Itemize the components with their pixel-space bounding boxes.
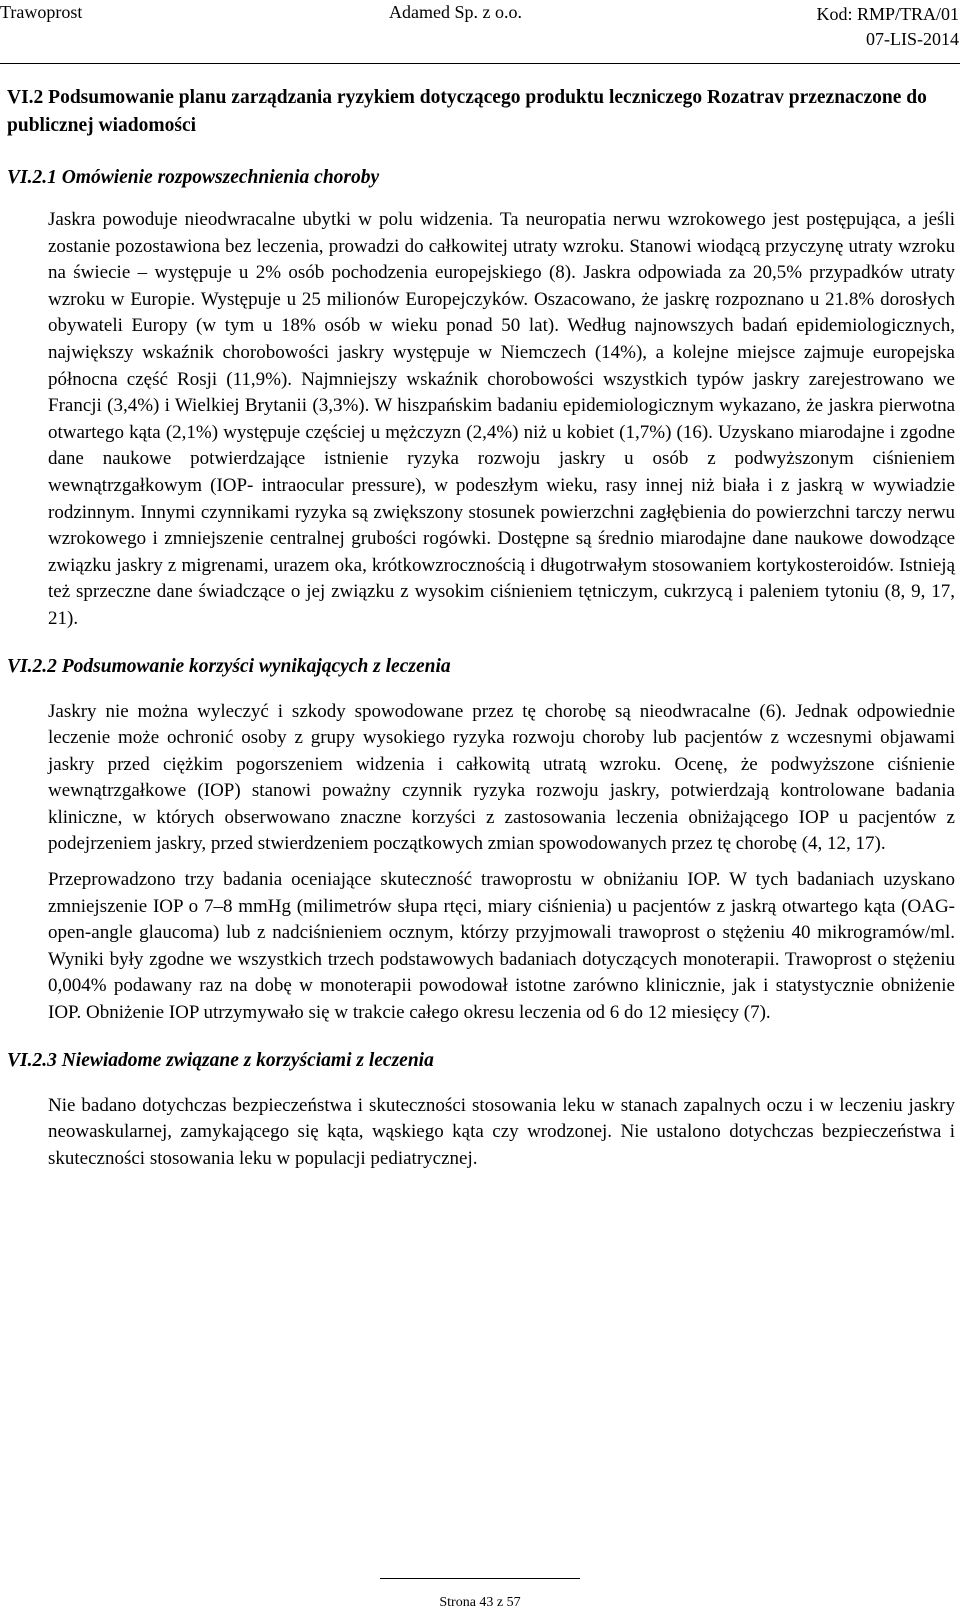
- subsection-heading-benefits: VI.2.2 Podsumowanie korzyści wynikających z leczenia: [7, 655, 451, 677]
- page-number: Strona 43 z 57: [439, 1595, 521, 1610]
- subsection-heading-disease: VI.2.1 Omówienie rozpowszechnienia choroby: [7, 167, 380, 188]
- paragraph-benefits-1: Jaskry nie można wyleczyć i szkody spowodowane przez tę chorobę są nieodwracalne (6). Jednak odpowiednie leczenie może ochronić osoby z grupy wysokiego ryzyka rozwoju choroby lub pacjentów z wczesnymi objawami jaskry przed ciężkim pogorszeniem widzenia i całkowitą utratą wzroku. Ocenę, że podwyższone ciśnienie wewnątrzgałkowe (IOP) stanowi poważny czynnik ryzyka rozwoju jaskry, potwierdzają kontrolowane badania kliniczne, w których obserwowano znaczne korzyści z zastosowania leczenia obniżającego IOP u pacjentów z podejrzeniem jaskry, przed stwierdzeniem początkowych zmian spowodowanych przez tę chorobę (4, 12, 17).: [48, 700, 955, 855]
- header-company: Adamed Sp. z o.o.: [389, 2, 522, 22]
- footer-divider: [380, 1578, 580, 1579]
- document-body: [7, 84, 955, 1172]
- header-product-name: Trawoprost: [0, 2, 83, 22]
- paragraph-disease-prevalence: Jaskra powoduje nieodwracalne ubytki w polu widzenia. Ta neuropatia nerwu wzrokowego jest postępująca, a jeśli zostanie pozostawiona bez leczenia, prowadzi do całkowitej utraty wzroku. Stanowi wiodącą przyczynę utraty wzroku na świecie – występuje u 2% osób pochodzenia europejskiego (8). Jaskra odpowiada za 20,5% przypadków utraty wzroku w Europie. Występuje u 25 milionów Europejczyków. Oszacowano, że jaskrę rozpoznano u 21.8% dorosłych obywateli Europy (w tym u 18% osób w wieku ponad 50 lat). Według najnowszych badań epidemiologicznych, największy wskaźnik chorobowości jaskry występuje w Niemczech (14%), a kolejne miejsce zajmuje europejska północna część Rosji (11,9%). Najmniejszy wskaźnik chorobowości wszystkich typów jaskry zarejestrowano we Francji (3,4%) i Wielkiej Brytanii (3,3%). W hiszpańskim badaniu epidemiologicznym wykazano, że jaskra pierwotna otwartego kąta (2,1%) występuje częściej u mężczyzn (2,4%) niż u kobiet (1,7%) (16). Uzyskano miarodajne i zgodne dane naukowe potwierdzające istnienie ryzyka rozwoju jaskry u osób z podwyższonym ciśnieniem wewnątrzgałkowym (IOP- intraocular pressure), w podeszłym wieku, rasy innej niż biała i z jaskrą w wywiadzie rodzinnym. Innymi czynnikami ryzyka są zwiększony stosunek powierzchni zagłębienia do powierzchni tarczy nerwu wzrokowego i zmniejszenie centralnej grubości rogówki. Dostępne są średnio miarodajne dane naukowe dowodzące związku jaskry z migrenami, urazem oka, krótkowzrocznością i długotrwałym stosowaniem kortykosteroidów. Istnieją też sprzeczne dane świadczące o jej związku z wysokim ciśnieniem tętniczym, cukrzycą i paleniem tytoniu (8, 9, 17, 21).: [48, 209, 955, 629]
- header-doc-info: [816, 2, 959, 52]
- header-doc-date: 07-LIS-2014: [866, 29, 959, 49]
- paragraph-benefits-2: Przeprowadzono trzy badania oceniające skuteczność trawoprostu w obniżaniu IOP. W tych badaniach uzyskano zmniejszenie IOP o 7–8 mmHg (milimetrów słupa rtęci, miary ciśnienia) u pacjentów z jaskrą otwartego kąta (OAG- open-angle glaucoma) lub z nadciśnieniem ocznym, którzy przyjmowali trawoprost o stężeniu 40 mikrogramów/ml. Wyniki były zgodne we wszystkich trzech podstawowych badaniach dotyczących monoterapii. Trawoprost o stężeniu 0,004% podawany raz na dobę w monoterapii powodował istotne zarówno klinicznie, jak i statystycznie obniżenie IOP. Obniżenie IOP utrzymywało się w trakcie całego okresu leczenia od 6 do 12 miesięcy (7).: [48, 869, 955, 1024]
- header-doc-code: Kod: RMP/TRA/01: [816, 4, 959, 24]
- paragraph-unknowns: Nie badano dotychczas bezpieczeństwa i skuteczności stosowania leku w stanach zapalnych oczu i w leczeniu jaskry neowaskularnej, zamykającego się kąta, wąskiego kąta czy wrodzonej. Nie ustalono dotychczas bezpieczeństwa i skuteczności stosowania leku w populacji pediatrycznej.: [48, 1094, 955, 1169]
- section-title: VI.2 Podsumowanie planu zarządzania ryzykiem dotyczącego produktu leczniczego Rozatrav przeznaczone do publicznej wiadomości: [7, 87, 927, 136]
- page-header: [0, 0, 960, 49]
- subsection-heading-unknowns: VI.2.3 Niewiadome związane z korzyściami z leczenia: [7, 1049, 434, 1071]
- header-divider: [0, 63, 960, 64]
